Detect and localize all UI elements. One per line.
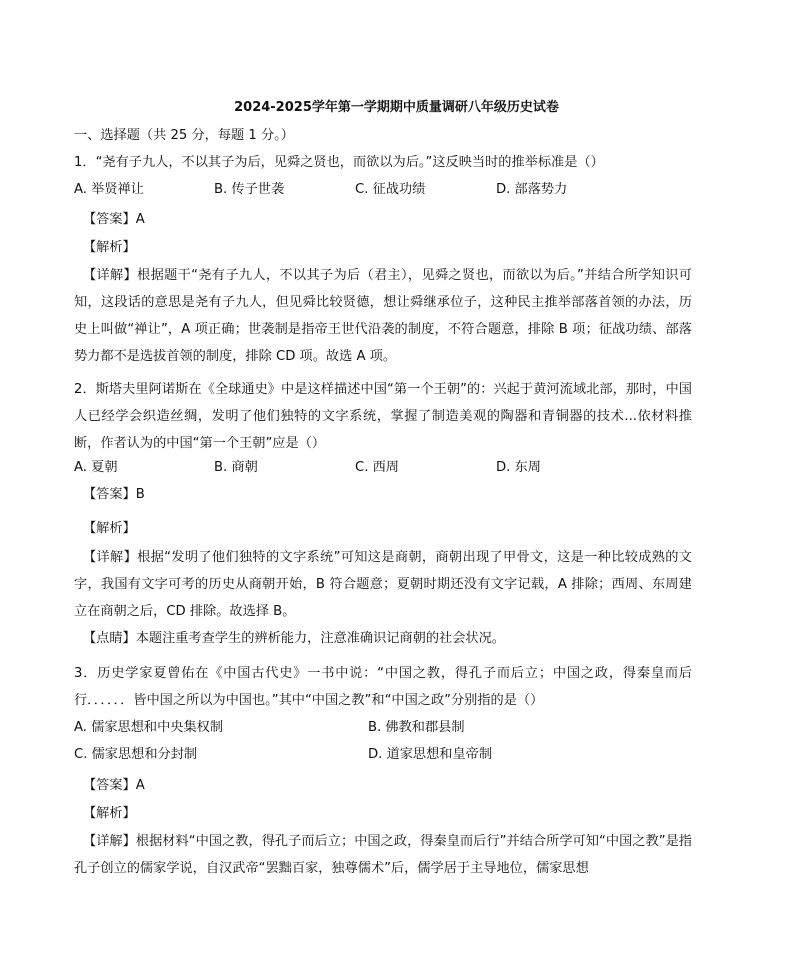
q3-analysis-label: 【解析】 bbox=[83, 806, 136, 821]
q1-option-a: A. 举贤禅让 bbox=[74, 182, 144, 197]
q2-detail: 【详解】根据“发明了他们独特的文字系统”可知这是商朝，商朝出现了甲骨文，这是一种比较成熟的文字，我国有文字可考的历史从商朝开始，B 符合题意；夏朝时期还没有文字记载，A 排除；西周、东周建立在商朝之后，CD 排除。故选择 B。 bbox=[74, 550, 692, 619]
q3-option-c: C. 儒家思想和分封制 bbox=[74, 747, 198, 762]
q3-detail: 【详解】根据材料“中国之教，得孔子而后立；中国之政，得秦皇而后行”并结合所学可知“中国之教”是指孔子创立的儒家学说，自汉武帝“罢黜百家，独尊儒术”后，儒学居于主导地位，儒家思想 bbox=[74, 834, 692, 876]
page-title: 2024-2025学年第一学期期中质量调研八年级历史试卷 bbox=[234, 100, 559, 115]
q3-option-b: B. 佛教和郡县制 bbox=[368, 720, 465, 735]
q2-note: 【点睛】本题注重考查学生的辨析能力，注意准确识记商朝的社会状况。 bbox=[83, 631, 505, 646]
q1-option-b: B. 传子世袭 bbox=[214, 182, 285, 197]
question-1-stem: 1．“尧有子九人，不以其子为后，见舜之贤也，而欲以为后。”这反映当时的推举标准是（） bbox=[74, 155, 604, 170]
q3-option-d: D. 道家思想和皇帝制 bbox=[368, 747, 493, 762]
q1-answer: 【答案】A bbox=[83, 212, 145, 227]
section-heading: 一、选择题（共 25 分，每题 1 分。） bbox=[74, 128, 294, 143]
question-2-stem: 2．斯塔夫里阿诺斯在《全球通史》中是这样描述中国“第一个王朝”的：兴起于黄河流域北部，那时，中国人已经学会织造丝绸，发明了他们独特的文字系统，掌握了制造美观的陶器和青铜器的技术...依材料推断，作者认为的中国“第一个王朝”应是（） bbox=[74, 382, 692, 451]
q2-analysis-label: 【解析】 bbox=[83, 521, 136, 536]
q2-option-a: A. 夏朝 bbox=[74, 460, 118, 475]
q2-option-b: B. 商朝 bbox=[214, 460, 258, 475]
q1-detail: 【详解】根据题干“尧有子九人，不以其子为后（君主），见舜之贤也，而欲以为后。”并结合所学知识可知，这段话的意思是尧有子九人，但见舜比较贤德，想让舜继承位子，这种民主推举部落首领的办法，历史上叫做“禅让”，A 项正确；世袭制是指帝王世代沿袭的制度，不符合题意，排除 B 项；征战功绩、部落势力都不是选拔首领的制度，排除 CD 项。故选 A 项。 bbox=[74, 268, 692, 364]
q2-option-d: D. 东周 bbox=[496, 460, 541, 475]
question-3-stem: 3．历史学家夏曾佑在《中国古代史》一书中说：“中国之教，得孔子而后立；中国之政，得秦皇而后行．．．．．．皆中国之所以为中国也。”其中“中国之教”和“中国之政”分别指的是（） bbox=[74, 666, 692, 708]
q2-answer: 【答案】B bbox=[83, 487, 145, 502]
q3-option-a: A. 儒家思想和中央集权制 bbox=[74, 720, 224, 735]
q1-option-c: C. 征战功绩 bbox=[355, 182, 426, 197]
q2-option-c: C. 西周 bbox=[355, 460, 399, 475]
q3-answer: 【答案】A bbox=[83, 778, 145, 793]
q1-option-d: D. 部落势力 bbox=[496, 182, 568, 197]
q1-analysis-label: 【解析】 bbox=[83, 240, 136, 255]
